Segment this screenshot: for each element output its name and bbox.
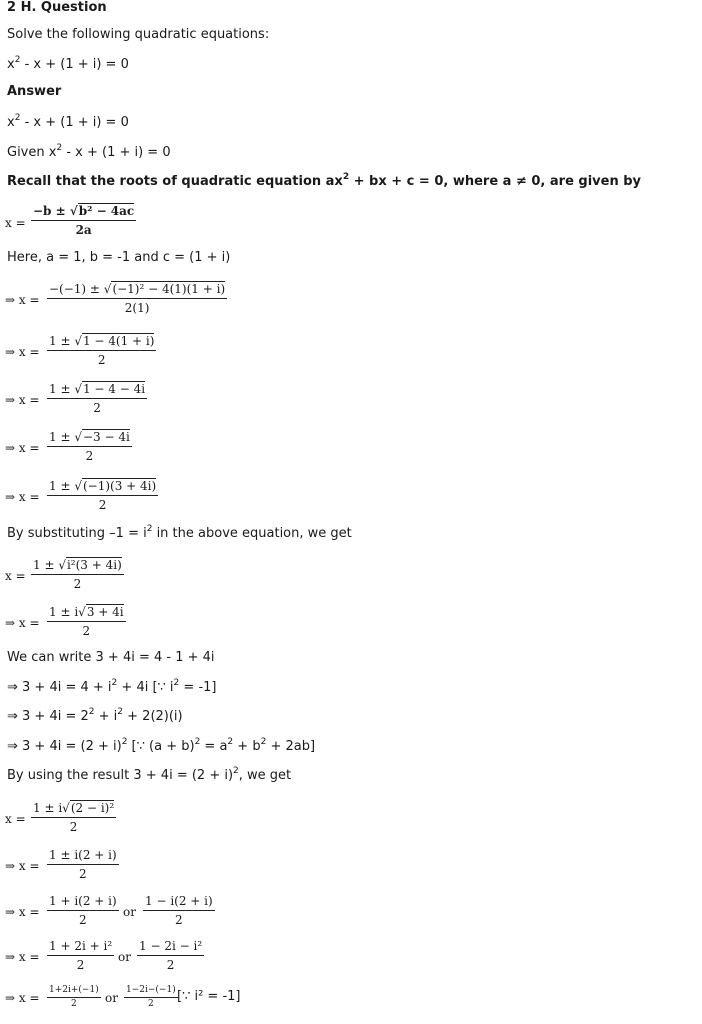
recall-line: Recall that the roots of quadratic equation $ax^2$ + bx + c = 0, where a ≠ 0, are given by bbox=[7, 172, 642, 189]
rewrite-step-2: ⇒ $3 + 4i = 2^2 + i^2 + 2(2)(i)$ bbox=[7, 707, 183, 724]
rewrite-step-1: ⇒ $3 + 4i = 4 + i^2 + 4i$ [∵ $i^2 = -1$] bbox=[7, 678, 217, 695]
answer-equation: $x^2 - x + (1 + i) = 0$ bbox=[7, 113, 129, 130]
coefficients-line: Here, a = 1, b = -1 and c = (1 + i) bbox=[7, 250, 231, 265]
formula-fraction: $\frac{\text{−b ± √b² − 4ac}}{2a}$ bbox=[33, 204, 135, 237]
substitution-line: By substituting $-1 = i^2$ in the above equation, we get bbox=[7, 524, 352, 541]
rewrite-step-3: ⇒ $3 + 4i = (2 + i)^2$ [∵ $(a + b)^2 = a^2 + b^2 + 2ab$] bbox=[7, 737, 316, 754]
question-prompt: Solve the following quadratic equations: bbox=[7, 27, 270, 42]
question-equation: $x^2 - x + (1 + i) = 0$ bbox=[7, 55, 129, 72]
answer-label: Answer bbox=[7, 84, 62, 99]
result-line: By using the result $3 + 4i = (2 + i)^2$, we get bbox=[7, 766, 292, 783]
question-heading: 2 H. Question bbox=[7, 0, 107, 15]
given-line: Given $x^2 - x + (1 + i) = 0$ bbox=[7, 143, 171, 160]
rewrite-line: We can write 3 + 4i = 4 - 1 + 4i bbox=[7, 650, 215, 665]
formula-lhs: x = bbox=[5, 216, 26, 230]
